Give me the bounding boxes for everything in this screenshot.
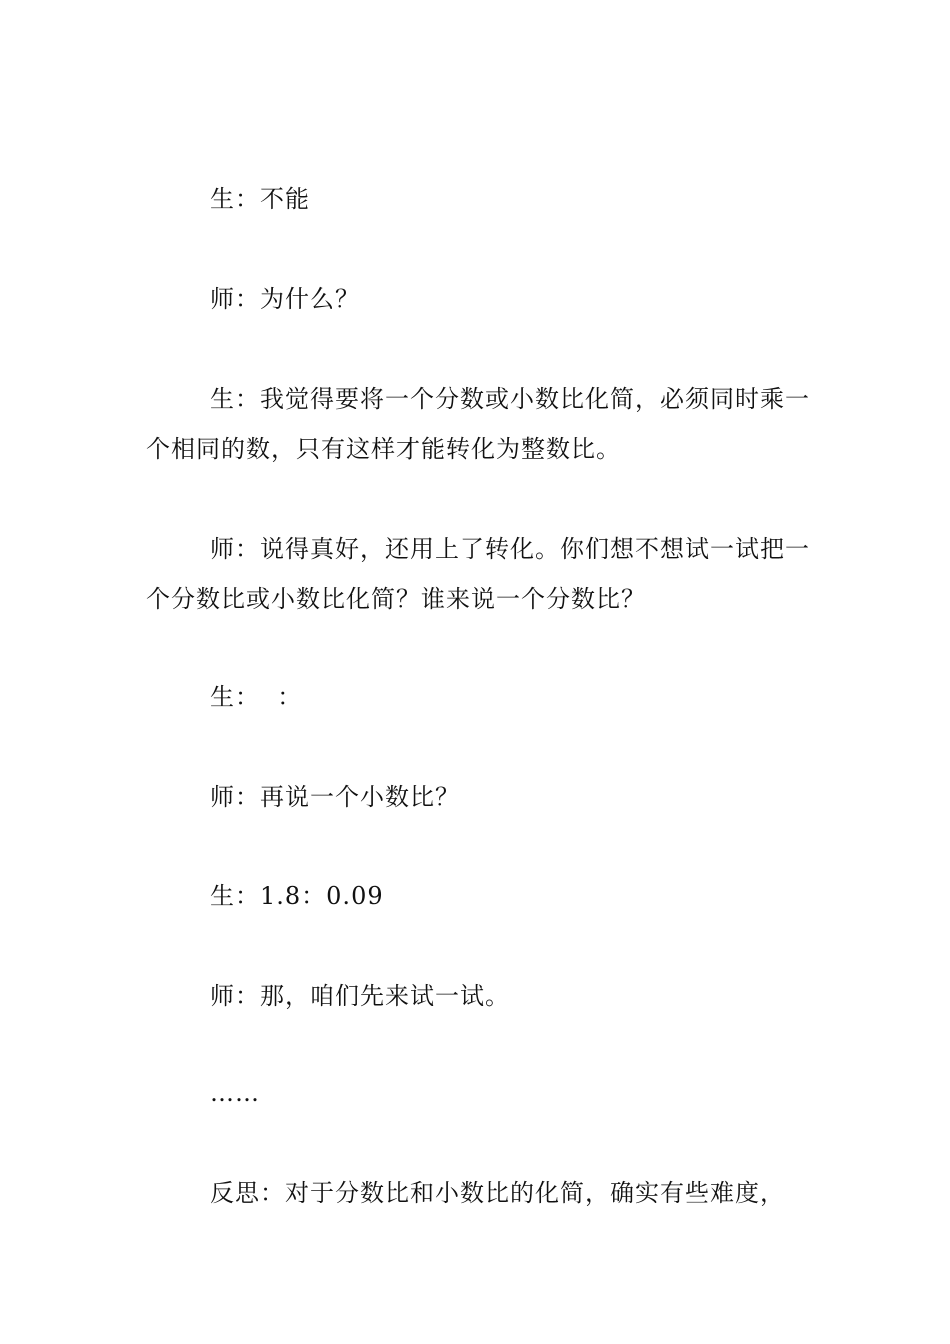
paragraph-7: 生：1.8：0.09 [210,882,384,910]
paragraph-4: 师：说得真好，还用上了转化。你们想不想试一试把一个分数比或小数比化简？谁来说一个分数比？ [146,535,810,613]
paragraph-9: …… [210,1079,260,1107]
paragraph-1: 生：不能 [210,185,310,213]
paragraph-6: 师：再说一个小数比？ [210,783,460,811]
paragraph-2: 师：为什么？ [210,285,360,313]
paragraph-3: 生：我觉得要将一个分数或小数比化简，必须同时乘一个相同的数，只有这样才能转化为整数比。 [146,385,810,463]
paragraph-10: 反思：对于分数比和小数比的化简，确实有些难度， [210,1179,785,1207]
paragraph-8: 师：那，咱们先来试一试。 [210,982,510,1010]
paragraph-5: 生： ： [210,683,303,711]
